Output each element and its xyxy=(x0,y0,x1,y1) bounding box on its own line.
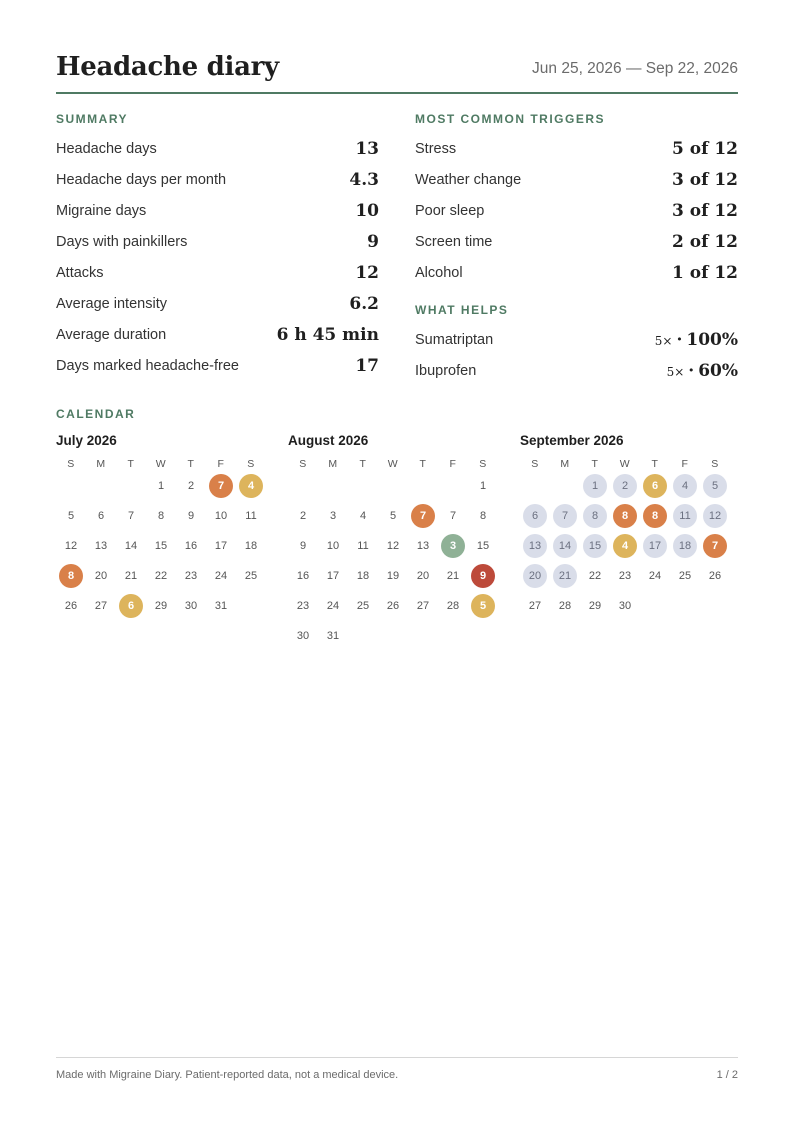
calendar-day: 29 xyxy=(588,600,602,612)
trigger-value: 1 of 12 xyxy=(672,263,738,283)
calendar-day: 26 xyxy=(708,570,722,582)
summary-label: Average intensity xyxy=(56,296,167,312)
calendar-day-intensity: 6 xyxy=(643,474,667,498)
calendar-day: 8 xyxy=(157,510,165,522)
weekday-label: S xyxy=(299,458,307,470)
calendar-day-intensity: 8 xyxy=(643,504,667,528)
calendar-day: 23 xyxy=(618,570,632,582)
calendar-day: 12 xyxy=(64,540,78,552)
calendar-day-intensity: 8 xyxy=(613,504,637,528)
calendar-day: 26 xyxy=(64,600,78,612)
weekday-label: T xyxy=(127,458,135,470)
weekday-label: F xyxy=(681,458,689,470)
calendar-day: 17 xyxy=(214,540,228,552)
calendar-day: 13 xyxy=(523,534,547,558)
trigger-label: Stress xyxy=(415,141,457,157)
calendar-day: 1 xyxy=(583,474,607,498)
trigger-value: 3 of 12 xyxy=(672,170,738,190)
calendar-day: 23 xyxy=(296,600,310,612)
calendar-day: 17 xyxy=(643,534,667,558)
calendar-day: 17 xyxy=(326,570,340,582)
calendar-day: 15 xyxy=(583,534,607,558)
helps-row xyxy=(415,361,738,383)
calendar-day: 24 xyxy=(648,570,662,582)
month-title: July 2026 xyxy=(56,433,117,448)
calendar-day: 28 xyxy=(446,600,460,612)
calendar-day: 12 xyxy=(703,504,727,528)
calendar-day: 21 xyxy=(553,564,577,588)
calendar-day-intensity: 4 xyxy=(613,534,637,558)
calendar-day: 20 xyxy=(94,570,108,582)
summary-row xyxy=(56,201,379,223)
calendar-day: 7 xyxy=(553,504,577,528)
calendar-day: 6 xyxy=(523,504,547,528)
calendar-day-intensity: 8 xyxy=(59,564,83,588)
calendar-day-intensity: 7 xyxy=(209,474,233,498)
diary-page xyxy=(56,0,738,1123)
calendar-day: 2 xyxy=(187,480,195,492)
summary-value: 17 xyxy=(355,356,379,376)
summary-row xyxy=(56,263,379,285)
calendar-day: 31 xyxy=(326,630,340,642)
calendar-day: 19 xyxy=(386,570,400,582)
summary-heading: SUMMARY xyxy=(56,112,129,126)
summary-row xyxy=(56,170,379,192)
summary-row xyxy=(56,139,379,161)
calendar-day: 8 xyxy=(479,510,487,522)
calendar-day: 5 xyxy=(67,510,75,522)
footer-note: Made with Migraine Diary. Patient-reported data, not a medical device. xyxy=(56,1069,399,1081)
calendar-day: 18 xyxy=(244,540,258,552)
calendar-day-intensity: 7 xyxy=(703,534,727,558)
calendar-heading: CALENDAR xyxy=(56,407,136,421)
calendar-day: 10 xyxy=(214,510,228,522)
calendar-day: 4 xyxy=(359,510,367,522)
summary-row xyxy=(56,294,379,316)
weekday-label: T xyxy=(651,458,659,470)
calendar-day: 26 xyxy=(386,600,400,612)
weekday-label: S xyxy=(247,458,255,470)
calendar-day: 11 xyxy=(673,504,697,528)
weekday-label: M xyxy=(96,458,106,470)
summary-value: 6.2 xyxy=(349,294,379,314)
calendar-day: 22 xyxy=(588,570,602,582)
report-date-range: Jun 25, 2026 — Sep 22, 2026 xyxy=(532,60,738,77)
calendar-day: 30 xyxy=(296,630,310,642)
calendar-day: 13 xyxy=(94,540,108,552)
calendar-day-intensity: 3 xyxy=(441,534,465,558)
trigger-row xyxy=(415,201,738,223)
helps-value xyxy=(667,361,738,381)
calendar-day: 29 xyxy=(154,600,168,612)
trigger-row xyxy=(415,263,738,285)
summary-value: 4.3 xyxy=(349,170,379,190)
weekday-label: F xyxy=(449,458,457,470)
separator-dot: · xyxy=(676,330,683,350)
calendar-day: 9 xyxy=(187,510,195,522)
trigger-row xyxy=(415,139,738,161)
weekday-label: S xyxy=(531,458,539,470)
use-count: 5× xyxy=(666,365,685,379)
trigger-label: Weather change xyxy=(415,172,522,188)
calendar-day: 24 xyxy=(326,600,340,612)
calendar-day: 8 xyxy=(583,504,607,528)
calendar-day: 1 xyxy=(157,480,165,492)
calendar-day-intensity: 9 xyxy=(471,564,495,588)
weekday-label: W xyxy=(387,458,399,470)
weekday-label: M xyxy=(328,458,338,470)
calendar-day: 9 xyxy=(299,540,307,552)
weekday-label: T xyxy=(591,458,599,470)
trigger-label: Screen time xyxy=(415,234,493,250)
calendar-day: 2 xyxy=(613,474,637,498)
trigger-label: Alcohol xyxy=(415,265,463,281)
calendar-day: 16 xyxy=(184,540,198,552)
summary-label: Days marked headache-free xyxy=(56,358,239,374)
summary-label: Headache days xyxy=(56,141,157,157)
summary-row xyxy=(56,325,379,347)
effectiveness-percent: 60% xyxy=(698,361,738,381)
calendar-day: 31 xyxy=(214,600,228,612)
calendar-day: 22 xyxy=(154,570,168,582)
summary-row xyxy=(56,356,379,378)
calendar-day: 11 xyxy=(245,510,257,522)
calendar-day: 18 xyxy=(356,570,370,582)
trigger-row xyxy=(415,170,738,192)
calendar-day: 13 xyxy=(416,540,430,552)
trigger-row xyxy=(415,232,738,254)
calendar-day-intensity: 6 xyxy=(119,594,143,618)
summary-value: 10 xyxy=(355,201,379,221)
calendar-day: 23 xyxy=(184,570,198,582)
calendar-day: 7 xyxy=(127,510,135,522)
calendar-day: 25 xyxy=(244,570,258,582)
helps-value xyxy=(655,330,738,350)
page-number: 1 / 2 xyxy=(716,1069,738,1081)
separator-dot: · xyxy=(688,361,695,381)
calendar-day: 21 xyxy=(446,570,460,582)
calendar-day: 20 xyxy=(416,570,430,582)
calendar-day: 28 xyxy=(558,600,572,612)
calendar-day: 7 xyxy=(449,510,457,522)
use-count: 5× xyxy=(654,334,673,348)
report-header xyxy=(56,50,738,94)
weekday-label: S xyxy=(479,458,487,470)
calendar-day: 16 xyxy=(296,570,310,582)
calendar-day: 24 xyxy=(214,570,228,582)
calendar-day: 15 xyxy=(476,540,490,552)
calendar-day: 18 xyxy=(673,534,697,558)
weekday-label: S xyxy=(711,458,719,470)
calendar-day: 25 xyxy=(356,600,370,612)
summary-value: 12 xyxy=(355,263,379,283)
calendar-day: 25 xyxy=(678,570,692,582)
calendar-day-intensity: 5 xyxy=(471,594,495,618)
calendar-day: 5 xyxy=(389,510,397,522)
summary-label: Headache days per month xyxy=(56,172,227,188)
helps-row xyxy=(415,330,738,352)
calendar-day: 12 xyxy=(386,540,400,552)
helps-label: Ibuprofen xyxy=(415,363,477,379)
calendar-day: 10 xyxy=(326,540,340,552)
weekday-label: T xyxy=(419,458,427,470)
calendar-day-intensity: 7 xyxy=(411,504,435,528)
summary-label: Migraine days xyxy=(56,203,147,219)
helps-heading: WHAT HELPS xyxy=(415,303,509,317)
weekday-label: T xyxy=(187,458,195,470)
calendar-day: 15 xyxy=(154,540,168,552)
calendar-day: 4 xyxy=(673,474,697,498)
summary-row xyxy=(56,232,379,254)
calendar-day: 3 xyxy=(329,510,337,522)
calendar-day: 11 xyxy=(357,540,369,552)
calendar-day: 5 xyxy=(703,474,727,498)
summary-label: Attacks xyxy=(56,265,104,281)
weekday-label: F xyxy=(217,458,225,470)
calendar-day: 14 xyxy=(124,540,138,552)
calendar-day: 14 xyxy=(553,534,577,558)
summary-value: 6 h 45 min xyxy=(276,325,379,345)
calendar-day: 1 xyxy=(479,480,487,492)
weekday-label: S xyxy=(67,458,75,470)
calendar-day: 21 xyxy=(124,570,138,582)
summary-label: Days with painkillers xyxy=(56,234,188,250)
trigger-value: 5 of 12 xyxy=(672,139,738,159)
triggers-heading: MOST COMMON TRIGGERS xyxy=(415,112,605,126)
trigger-value: 3 of 12 xyxy=(672,201,738,221)
trigger-value: 2 of 12 xyxy=(672,232,738,252)
weekday-label: T xyxy=(359,458,367,470)
weekday-label: W xyxy=(619,458,631,470)
calendar-day: 27 xyxy=(94,600,108,612)
report-title: Headache diary xyxy=(56,52,279,82)
summary-value: 13 xyxy=(355,139,379,159)
summary-value: 9 xyxy=(367,232,379,252)
calendar-day: 27 xyxy=(528,600,542,612)
helps-label: Sumatriptan xyxy=(415,332,494,348)
calendar-day: 27 xyxy=(416,600,430,612)
calendar-day: 2 xyxy=(299,510,307,522)
calendar-day-intensity: 4 xyxy=(239,474,263,498)
month-title: September 2026 xyxy=(520,433,624,448)
month-title: August 2026 xyxy=(288,433,369,448)
trigger-label: Poor sleep xyxy=(415,203,485,219)
calendar-day: 20 xyxy=(523,564,547,588)
summary-label: Average duration xyxy=(56,327,167,343)
weekday-label: M xyxy=(560,458,570,470)
calendar-day: 6 xyxy=(97,510,105,522)
effectiveness-percent: 100% xyxy=(686,330,738,350)
footer-divider xyxy=(56,1057,738,1058)
calendar-day: 30 xyxy=(618,600,632,612)
calendar-day: 30 xyxy=(184,600,198,612)
weekday-label: W xyxy=(155,458,167,470)
